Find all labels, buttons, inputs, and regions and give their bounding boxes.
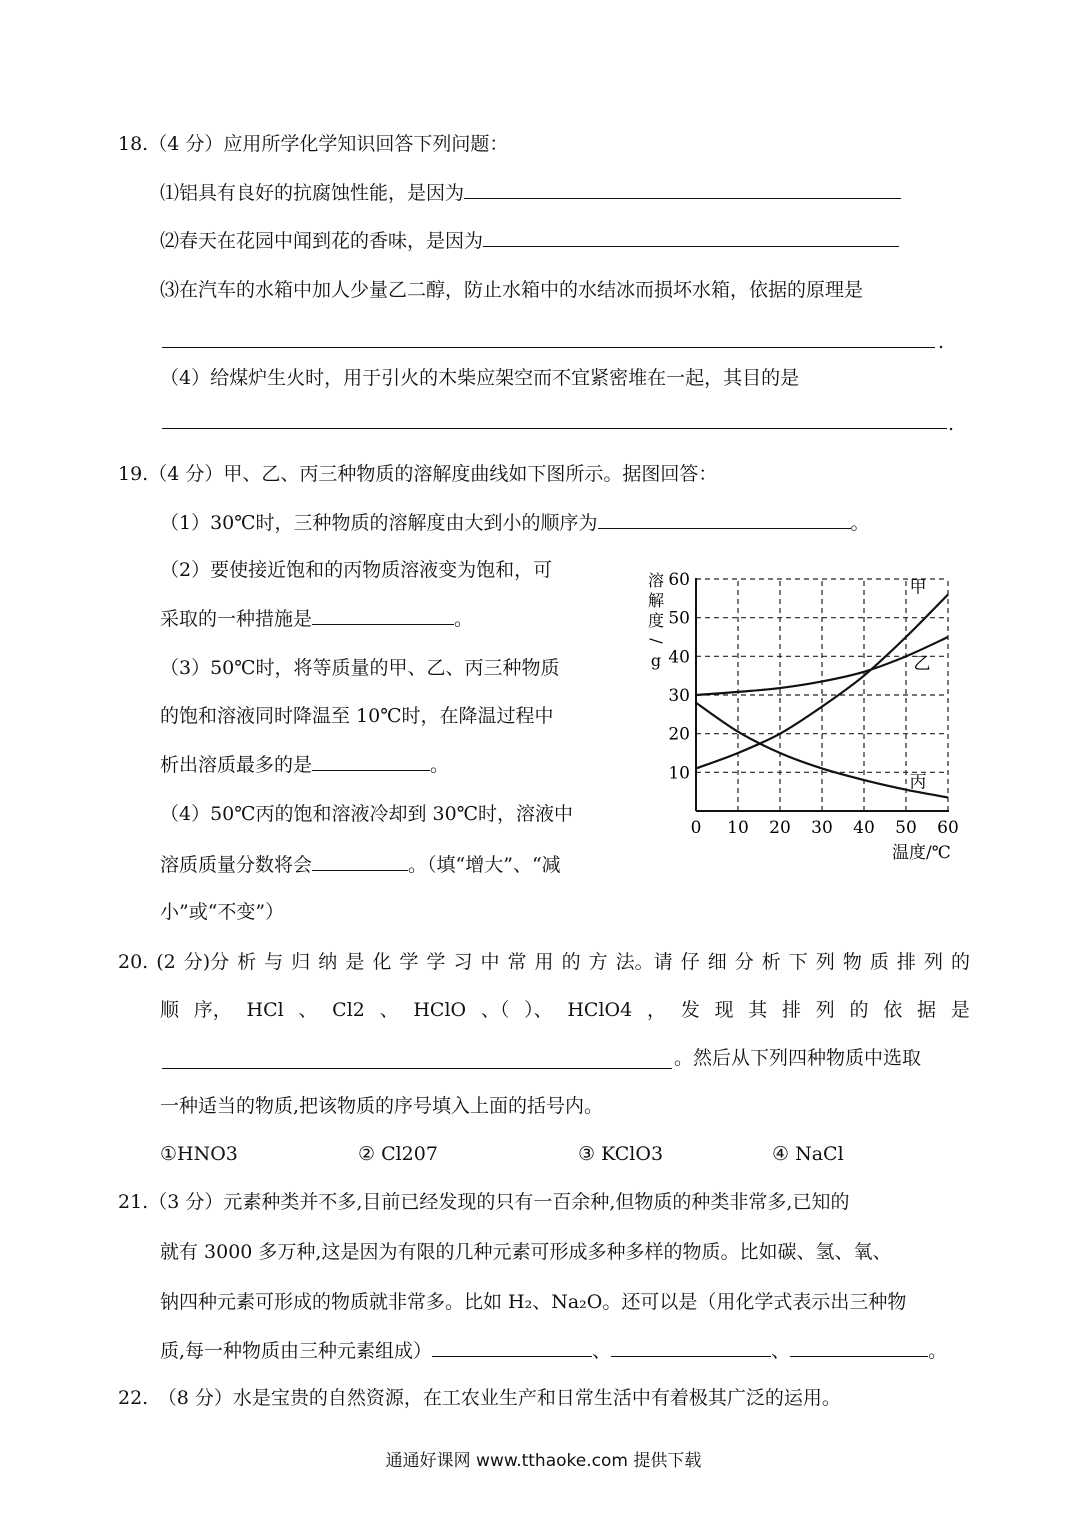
- q20-line2-word: 是: [950, 999, 970, 1021]
- q21-sep-1: 、: [592, 1340, 612, 1362]
- q19-part2-line2: [160, 606, 473, 631]
- q20-line1-word: 学: [399, 951, 419, 973]
- q19-part2-text: 采取的一种措施是: [160, 608, 313, 630]
- q19-part3-line2: 的饱和溶液同时降温至 10℃时，在降温过程中: [160, 705, 554, 727]
- x-tick-label: 10: [727, 818, 749, 838]
- q20-line3-end: 。然后从下列四种物质中选取: [674, 1047, 922, 1069]
- q20-line1-word: 方: [588, 951, 608, 973]
- q18-part4-end: .: [948, 413, 955, 435]
- q19-answer-blank-2[interactable]: [312, 606, 454, 625]
- q20-line2-word: 、: [379, 999, 399, 1021]
- q20-line2-word: Cl2: [332, 999, 365, 1021]
- q21-line1: 21.（3 分）元素种类并不多,目前已经发现的只有一百余种,但物质的种类非常多,已知的: [118, 1191, 850, 1213]
- q20-line1-word: 法。请: [615, 951, 673, 973]
- q19-part2-end: 。: [454, 608, 474, 630]
- series-label-bing: 丙: [909, 772, 927, 793]
- q18-part2-text: ⑵春天在花园中闻到花的香味，是因为: [160, 230, 484, 252]
- solubility-chart: [640, 562, 980, 872]
- q20-line1-word: (2: [156, 951, 176, 973]
- y-axis-label-char: g: [650, 651, 662, 670]
- q20-line2-word: 顺: [160, 999, 180, 1021]
- q20-option-3: ③ KClO3: [578, 1143, 664, 1165]
- q19-part4-text: 溶质质量分数将会: [160, 854, 313, 876]
- q19-part4-line2: [160, 852, 561, 877]
- y-axis-label-char: /: [647, 638, 666, 644]
- q21-line4: [160, 1338, 947, 1363]
- q20-line1-word: 分: [734, 951, 754, 973]
- q21-answer-blank-3[interactable]: [790, 1338, 928, 1357]
- q20-line1-word: 析: [237, 951, 257, 973]
- x-tick-label: 30: [811, 818, 833, 838]
- q20-option-4: ④ NaCl: [772, 1143, 844, 1165]
- q20-option-2: ② Cl207: [358, 1143, 438, 1165]
- q20-line2-word: 排: [781, 999, 801, 1021]
- q20-line4: 一种适当的物质,把该物质的序号填入上面的括号内。: [160, 1095, 604, 1117]
- q20-line1-word: 常: [507, 951, 527, 973]
- q20-line1-word: 下: [788, 951, 808, 973]
- y-tick-label: 10: [668, 763, 690, 784]
- q20-line1-word: 与: [264, 951, 284, 973]
- q19-part3-line3: [160, 752, 449, 777]
- q22-line1: 22. （8 分）水是宝贵的自然资源，在工农业生产和日常生活中有着极其广泛的运用。: [118, 1387, 841, 1409]
- q18-part3-end: .: [938, 331, 945, 353]
- q20-line1-word: 质: [869, 951, 889, 973]
- y-tick-label: 20: [668, 724, 690, 745]
- q19-part1-end: 。: [850, 512, 870, 534]
- q20-line2-word: 的: [849, 999, 869, 1021]
- q18-part1-text: ⑴铝具有良好的抗腐蚀性能，是因为: [160, 182, 465, 204]
- q20-line1-word: 学: [426, 951, 446, 973]
- q20-line2-word: ）、: [524, 999, 553, 1021]
- q20-line2-word: 列: [815, 999, 835, 1021]
- y-axis-label: [647, 571, 666, 670]
- q19-part3-end: 。: [430, 754, 450, 776]
- q20-line1-word: 纳: [318, 951, 338, 973]
- q20-line2-word: 现: [714, 999, 734, 1021]
- q19-part4-line1: （4）50℃丙的饱和溶液冷却到 30℃时，溶液中: [160, 803, 573, 825]
- chart-curves: [696, 594, 948, 797]
- q20-answer-blank-reason[interactable]: [162, 1068, 672, 1069]
- q20-line2-word: ，: [646, 999, 666, 1021]
- q20-line1-word: 化: [372, 951, 392, 973]
- q19-part1-text: （1）30℃时，三种物质的溶解度由大到小的顺序为: [160, 512, 598, 534]
- x-tick-label: 60: [937, 818, 959, 838]
- series-labels: [910, 577, 931, 792]
- q20-option-1: ①HNO3: [160, 1143, 238, 1165]
- q20-line2-word: 其: [748, 999, 768, 1021]
- q18-part4: （4）给煤炉生火时，用于引火的木柴应架空而不宜紧密堆在一起，其目的是: [160, 367, 800, 389]
- q19-part3-text: 析出溶质最多的是: [160, 754, 313, 776]
- q20-line1-word: 仔: [680, 951, 700, 973]
- q21-line2: 就有 3000 多万种,这是因为有限的几种元素可形成多种多样的物质。比如碳、氢、氧、: [160, 1241, 892, 1263]
- q21-line4-text: 质,每一种物质由三种元素组成）: [160, 1340, 433, 1362]
- q19-answer-blank-4[interactable]: [312, 852, 408, 871]
- q20-line1-word: 是: [345, 951, 365, 973]
- q21-line3: 钠四种元素可形成的物质就非常多。比如 H₂、Na₂O。还可以是（用化学式表示出三种物: [160, 1291, 907, 1313]
- q20-line1-word: 列: [923, 951, 943, 973]
- q20-line1-word: 中: [480, 951, 500, 973]
- q20-line2: [160, 998, 970, 1022]
- q19-part2-line1: （2）要使接近饱和的丙物质溶液变为饱和，可: [160, 559, 553, 581]
- q20-line1-word: 的: [561, 951, 581, 973]
- q19-part3-line1: （3）50℃时，将等质量的甲、乙、丙三种物质: [160, 657, 560, 679]
- q20-line2-word: HClO4: [567, 999, 633, 1021]
- x-tick-label: 20: [769, 818, 791, 838]
- q20-line2-word: HCl: [246, 999, 284, 1021]
- x-tick-label: 40: [853, 818, 875, 838]
- q20-line2-word: 、（: [480, 999, 510, 1021]
- x-tick-labels: [691, 818, 959, 838]
- q18-answer-blank-1[interactable]: [464, 180, 901, 199]
- q18-title: 18.（4 分）应用所学化学知识回答下列问题：: [118, 133, 509, 155]
- q20-line2-word: 序，: [193, 999, 232, 1021]
- q19-part4-line3: 小”或“不变”）: [160, 901, 285, 923]
- q20-line1-word: 物: [842, 951, 862, 973]
- q21-answer-blank-1[interactable]: [432, 1338, 592, 1357]
- q18-answer-blank-3[interactable]: [162, 347, 935, 348]
- y-tick-label: 30: [668, 686, 690, 706]
- q21-answer-blank-2[interactable]: [611, 1338, 771, 1357]
- y-axis-label-char: 度: [647, 611, 665, 630]
- q18-answer-blank-2[interactable]: [483, 228, 899, 247]
- q20-line1-word: 分)分: [183, 951, 230, 973]
- q18-part2: [160, 228, 899, 253]
- q21-sep-2: 、: [771, 1340, 791, 1362]
- y-axis-label-char: 溶: [647, 571, 665, 590]
- q20-line1-word: 20.: [118, 951, 149, 973]
- y-tick-label: 40: [668, 647, 690, 668]
- q18-part1: [160, 180, 901, 205]
- q20-line2-word: 发: [680, 999, 700, 1021]
- q20-line1: [118, 950, 970, 974]
- y-axis-label-char: 解: [647, 591, 665, 610]
- y-tick-label: 60: [668, 570, 690, 590]
- x-axis-label: 温度/℃: [892, 843, 951, 863]
- q19-part1: [160, 510, 870, 535]
- series-label-jia: 甲: [909, 577, 927, 598]
- q18-answer-blank-4[interactable]: [162, 428, 947, 429]
- q19-answer-blank-1[interactable]: [598, 510, 851, 529]
- series-label-yi: 乙: [913, 654, 931, 674]
- q18-part3: ⑶在汽车的水箱中加人少量乙二醇，防止水箱中的水结冰而损坏水箱，依据的原理是: [160, 279, 864, 301]
- q20-line1-word: 用: [534, 951, 554, 973]
- q19-answer-blank-3[interactable]: [312, 752, 430, 771]
- q20-line2-word: 、: [298, 999, 318, 1021]
- q21-end: 。: [928, 1340, 948, 1362]
- q19-title: 19.（4 分）甲、乙、丙三种物质的溶解度曲线如下图所示。据图回答：: [118, 463, 718, 485]
- y-tick-labels: [668, 570, 690, 783]
- x-tick-label: 50: [895, 818, 917, 838]
- q20-line2-word: 据: [916, 999, 936, 1021]
- y-tick-label: 50: [668, 608, 690, 629]
- q20-line1-word: 列: [815, 951, 835, 973]
- q19-part4-end: 。（填“增大”、“减: [408, 854, 561, 876]
- q20-line1-word: 析: [761, 951, 781, 973]
- q20-line2-word: HClO: [413, 999, 467, 1021]
- q20-line1-word: 细: [707, 951, 727, 973]
- q20-line2-word: 依: [883, 999, 903, 1021]
- q20-line1-word: 归: [291, 951, 311, 973]
- q20-line1-word: 排: [896, 951, 916, 973]
- q20-line1-word: 习: [453, 951, 473, 973]
- q20-line1-word: 的: [950, 951, 970, 973]
- page-footer: 通通好课网 www.tthaoke.com 提供下载: [385, 1451, 702, 1471]
- x-tick-label: 0: [690, 818, 702, 838]
